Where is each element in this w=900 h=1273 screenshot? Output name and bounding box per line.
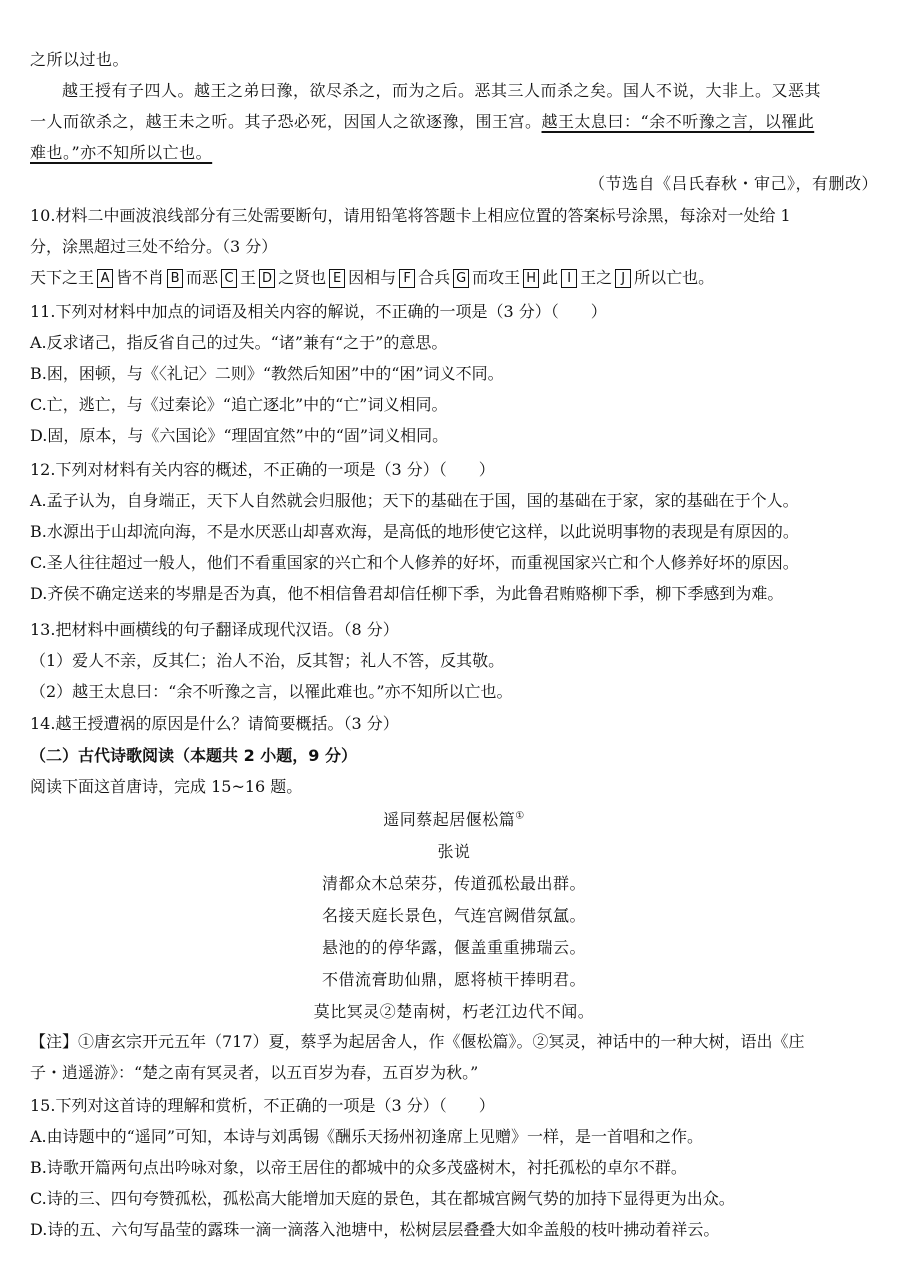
answer-box-b[interactable]: B <box>167 269 183 288</box>
question-11 <box>30 296 878 451</box>
translation-item-1: （1）爱人不亲，反其仁；治人不治，反其智；礼人不答，反其敬。 <box>30 651 505 670</box>
segment: 此 <box>542 268 559 287</box>
segment: 因相与 <box>348 268 397 287</box>
answer-box-i[interactable]: I <box>561 269 577 288</box>
answer-box-a[interactable]: A <box>97 269 113 288</box>
segment: 合兵 <box>418 268 451 287</box>
segment: 天下之王 <box>30 268 95 287</box>
poem <box>30 804 878 1028</box>
passage-line: 之所以过也。 <box>30 50 130 69</box>
question-stem: 11.下列对材料中加点的词语及相关内容的解说，不正确的一项是（3 分）（ ） <box>30 302 607 321</box>
option-c: C.亡，逃亡，与《过秦论》“追亡逐北”中的“亡”词义相同。 <box>30 395 448 414</box>
note-line: 子・逍遥游》：“楚之南有冥灵者，以五百岁为春，五百岁为秋。” <box>30 1063 479 1082</box>
answer-box-e[interactable]: E <box>329 269 345 288</box>
segment: 王之 <box>580 268 613 287</box>
answer-box-g[interactable]: G <box>453 269 469 288</box>
question-12 <box>30 454 878 609</box>
answer-box-c[interactable]: C <box>221 269 237 288</box>
segment: 之贤也 <box>278 268 327 287</box>
question-stem: 13.把材料中画横线的句子翻译成现代汉语。（8 分） <box>30 620 399 639</box>
question-13 <box>30 614 878 707</box>
poem-note <box>30 1026 878 1088</box>
poem-line: 悬池的的停华露，偃盖重重拂瑞云。 <box>321 938 586 957</box>
segment: 所以亡也。 <box>634 268 715 287</box>
passage-line: 越王授有子四人。越王之弟曰豫，欲尽杀之，而为之后。恶其三人而杀之矣。国人不说，大非上。又恶其 <box>62 81 822 100</box>
poem-author: 张说 <box>437 842 471 861</box>
option-a: A.反求诸己，指反省自己的过失。“诸”兼有“之于”的意思。 <box>30 333 448 352</box>
segment: 而恶 <box>186 268 219 287</box>
poem-line: 莫比冥灵②楚南树，朽老江边代不闻。 <box>313 1002 595 1021</box>
underlined-sentence: 难也。”亦不知所以亡也。 <box>30 143 213 162</box>
question-stem: 分，涂黑超过三处不给分。（3 分） <box>30 237 278 256</box>
poem-title <box>30 804 878 836</box>
answer-box-f[interactable]: F <box>399 269 415 288</box>
option-d: D.固，原本，与《六国论》“理固宜然”中的“固”词义相同。 <box>30 426 449 445</box>
question-15 <box>30 1090 878 1245</box>
note-line: 【注】①唐玄宗开元五年（717）夏，蔡孚为起居舍人，作《偃松篇》。②冥灵，神话中的一种大树，语出《庄 <box>30 1032 805 1051</box>
option-a: A.由诗题中的“遥同”可知，本诗与刘禹锡《酬乐天扬州初逢席上见赠》一样，是一首唱和之作。 <box>30 1127 704 1146</box>
option-b: B.诗歌开篇两句点出吟咏对象，以帝王居住的都城中的众多茂盛树木，衬托孤松的卓尔不群。 <box>30 1158 687 1177</box>
segment: 王 <box>240 268 257 287</box>
question-stem: 12.下列对材料有关内容的概述，不正确的一项是（3 分）（ ） <box>30 460 495 479</box>
option-b: B.水源出于山却流向海，不是水厌恶山却喜欢海，是高低的地形使它这样，以此说明事物的表现是有原因的。 <box>30 522 799 541</box>
poem-title-text: 遥同蔡起居偃松篇 <box>383 810 516 829</box>
question-stem: 10.材料二中画波浪线部分有三处需要断句，请用铅笔将答题卡上相应位置的答案标号涂黑，每涂对一处给 1 <box>30 206 791 225</box>
question-10 <box>30 200 878 293</box>
answer-box-j[interactable]: J <box>615 269 631 288</box>
passage-block <box>30 44 878 199</box>
passage-text: 一人而欲杀之，越王未之听。其子恐必死，因国人之欲逐豫，围王宫。 <box>30 112 542 131</box>
section-title: （二）古代诗歌阅读（本题共 2 小题，9 分） <box>30 746 357 765</box>
option-b: B.困，困顿，与《〈礼记〉二则》“教然后知困”中的“困”词义不同。 <box>30 364 504 383</box>
poem-line: 名接天庭长景色，气连宫阙借氛氲。 <box>321 906 586 925</box>
section-intro: 阅读下面这首唐诗，完成 15~16 题。 <box>30 777 303 796</box>
sentence-break-row <box>30 262 878 293</box>
answer-box-d[interactable]: D <box>259 269 275 288</box>
question-14 <box>30 708 878 739</box>
option-a: A.孟子认为，自身端正，天下人自然就会归服他；天下的基础在于国，国的基础在于家，家的基础在于个人。 <box>30 491 799 510</box>
question-stem: 14.越王授遭祸的原因是什么？请简要概括。（3 分） <box>30 714 399 733</box>
translation-item-2: （2）越王太息曰：“余不听豫之言，以罹此难也。”亦不知所以亡也。 <box>30 682 513 701</box>
option-c: C.诗的三、四句夸赞孤松，孤松高大能增加天庭的景色，其在都城宫阙气势的加持下显得更为出众。 <box>30 1189 735 1208</box>
question-stem: 15.下列对这首诗的理解和赏析，不正确的一项是（3 分）（ ） <box>30 1096 495 1115</box>
section-2 <box>30 740 878 802</box>
footnote-marker: ① <box>515 810 525 822</box>
underlined-sentence: 越王太息曰：“余不听豫之言，以罹此 <box>541 112 815 131</box>
answer-box-h[interactable]: H <box>523 269 539 288</box>
poem-line: 不借流膏助仙鼎，愿将桢干捧明君。 <box>321 970 586 989</box>
option-d: D.齐侯不确定送来的岑鼎是否为真，他不相信鲁君却信任柳下季，为此鲁君贿赂柳下季，柳下季感到为难。 <box>30 584 784 603</box>
option-d: D.诗的五、六句写晶莹的露珠一滴一滴落入池塘中，松树层层叠叠大如伞盖般的枝叶拂动着祥云。 <box>30 1220 720 1239</box>
segment: 而攻王 <box>472 268 521 287</box>
passage-line <box>30 106 878 137</box>
segment: 皆不肖 <box>116 268 165 287</box>
passage-source: （节选自《吕氏春秋・审己》，有删改） <box>588 174 878 193</box>
poem-line: 清都众木总荣芬，传道孤松最出群。 <box>321 874 586 893</box>
option-c: C.圣人往往超过一般人，他们不看重国家的兴亡和个人修养的好坏，而重视国家兴亡和个人修养好坏的原因。 <box>30 553 799 572</box>
